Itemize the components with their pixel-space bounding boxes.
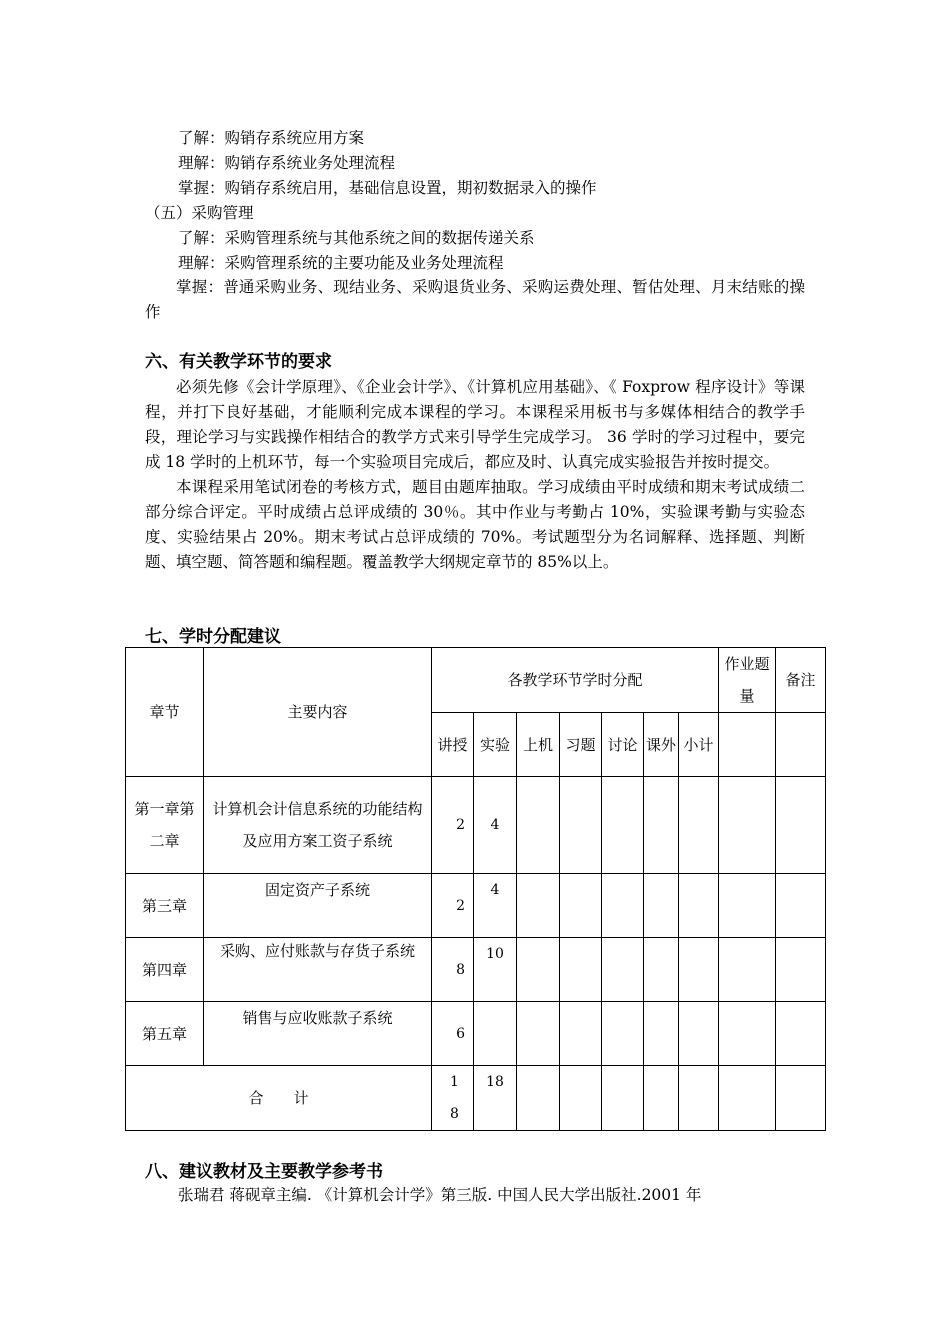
cell-content: 计算机会计信息系统的功能结构及应用方案工资子系统 <box>204 777 432 874</box>
table-row <box>126 874 826 938</box>
section-heading-7: 七、学时分配建议 <box>145 627 281 647</box>
section-6-body <box>145 375 805 575</box>
cell-lecture: 8 <box>432 938 474 1002</box>
paragraph: 本课程采用笔试闭卷的考核方式，题目由题库抽取。学习成绩由平时成绩和期末考试成绩二部分综合评定。平时成绩占总评成绩的 30％。其中作业与考勤占 10%，实验课考勤与实验态度、实验结果占 20%。期末考试占总评成绩的 70%。考试题型分为名词解释、选择题、判断题、填空题、简答题和编程题。覆盖教学大纲规定章节的 85%以上。 <box>145 478 805 571</box>
cell-lecture: 2 <box>432 874 474 938</box>
cell-chapter: 第三章 <box>126 874 204 938</box>
cell-total-label: 合 计 <box>126 1066 432 1131</box>
header-allocation: 各教学环节学时分配 <box>432 648 719 713</box>
table-row-total <box>126 1066 826 1131</box>
cell-total-lecture: 18 <box>432 1066 474 1131</box>
table-row <box>126 938 826 1002</box>
header-exercise: 习题 <box>560 713 602 777</box>
section-heading-8: 八、建议教材及主要教学参考书 <box>145 1162 383 1182</box>
header-lecture: 讲授 <box>432 713 474 777</box>
header-lab: 实验 <box>474 713 517 777</box>
cell-chapter: 第五章 <box>126 1002 204 1066</box>
text-line: 了解：购销存系统应用方案 <box>178 129 365 147</box>
header-note: 备注 <box>776 648 826 713</box>
header-computer: 上机 <box>517 713 560 777</box>
empty-cell <box>719 713 776 777</box>
header-chapter: 章节 <box>126 648 204 777</box>
table-row <box>126 1002 826 1066</box>
text-line: 掌握：购销存系统启用，基础信息设置，期初数据录入的操作 <box>178 179 597 197</box>
header-discussion: 讨论 <box>602 713 644 777</box>
cell-lab <box>474 1002 517 1066</box>
reference-item: 张瑞君 蒋砚章主编. 《计算机会计学》第三版. 中国人民大学出版社.2001 年 <box>178 1186 702 1204</box>
text-line: 理解：采购管理系统的主要功能及业务处理流程 <box>178 254 504 272</box>
subsection-heading: （五）采购管理 <box>145 204 254 222</box>
cell-content: 固定资产子系统 <box>204 874 432 938</box>
header-extracurricular: 课外 <box>644 713 679 777</box>
cell-total-lab: 18 <box>474 1066 517 1131</box>
table-row <box>126 777 826 874</box>
cell-lab: 4 <box>474 874 517 938</box>
cell-lab: 10 <box>474 938 517 1002</box>
cell-lecture: 6 <box>432 1002 474 1066</box>
text-paragraph: 掌握：普通采购业务、现结业务、采购退货业务、采购运费处理、暂估处理、月末结账的操作 <box>145 278 805 321</box>
text-line: 了解：采购管理系统与其他系统之间的数据传递关系 <box>178 229 535 247</box>
text-line: 理解：购销存系统业务处理流程 <box>178 154 396 172</box>
header-subtotal: 小计 <box>679 713 719 777</box>
header-homework: 作业题量 <box>719 648 776 713</box>
cell-content: 采购、应付账款与存货子系统 <box>204 938 432 1002</box>
empty-cell <box>776 713 826 777</box>
cell-chapter: 第四章 <box>126 938 204 1002</box>
header-content: 主要内容 <box>204 648 432 777</box>
paragraph: 必须先修《会计学原理》、《企业会计学》、《计算机应用基础》、《 Foxprow 程序设计》等课程，并打下良好基础，才能顺利完成本课程的学习。本课程采用板书与多媒体相结合的教学手段，理论学习与实践操作相结合的教学方式来引导学生完成学习。 36 学时的学习过程中，要完成 18 学时的上机环节，每一个实验项目完成后，都应及时、认真完成实验报告并按时提交。 <box>145 378 805 471</box>
hours-table <box>125 647 826 1131</box>
cell-lecture: 2 <box>432 777 474 874</box>
cell-lab: 4 <box>474 777 517 874</box>
cell-chapter: 第一章第二章 <box>126 777 204 874</box>
section-heading-6: 六、有关教学环节的要求 <box>145 352 332 372</box>
cell-content: 销售与应收账款子系统 <box>204 1002 432 1066</box>
